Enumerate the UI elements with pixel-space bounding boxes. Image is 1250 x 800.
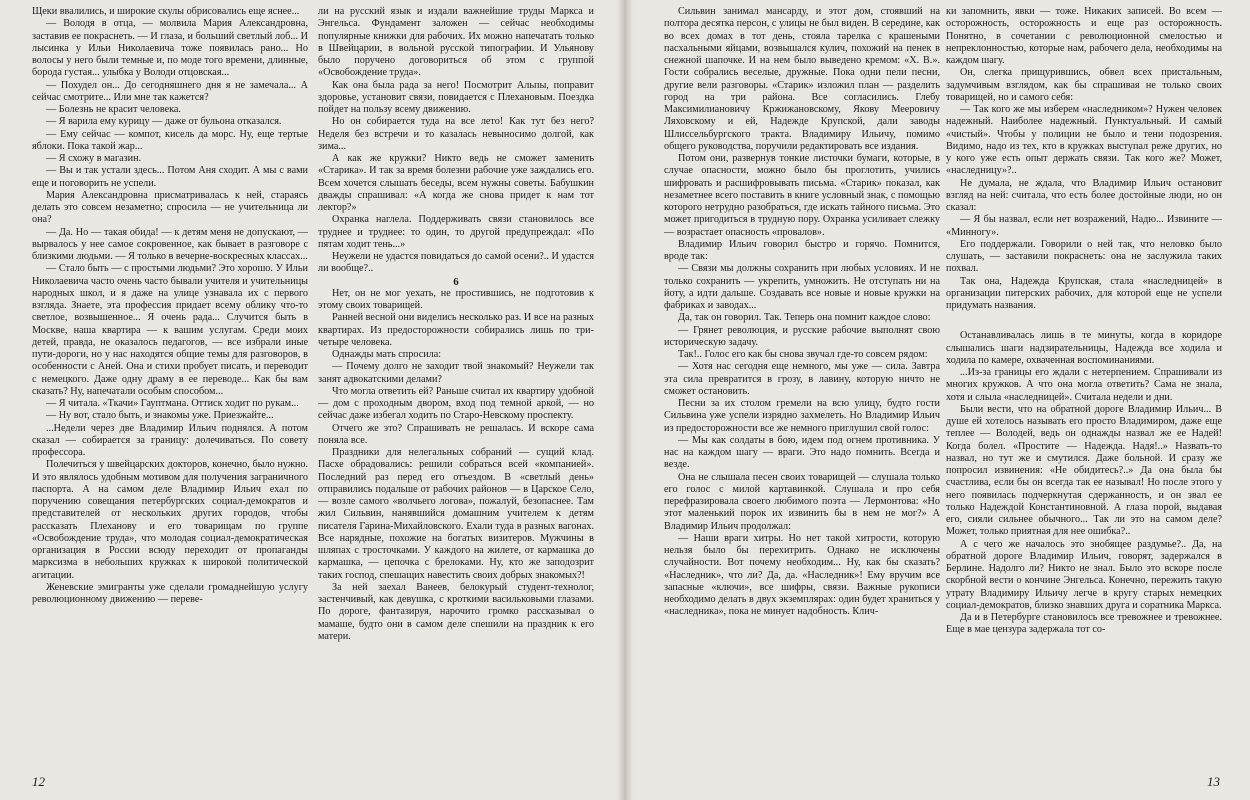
paragraph: А как же кружки? Никто ведь не сможет заменить «Старика». И так за время болезни рабочие уже заждались его. Всем хочется слышать беседы, всем нужны советы. Бабушкин дважды спрашивал: «А когда же снова придет к нам тот лектор?» [318, 153, 594, 213]
paragraph: — Похудел он... До сегодняшнего дня я не замечала... А сейчас смотрите... Или мне так кажется? [32, 79, 308, 103]
paragraph: — Стало быть — с простыми людьми? Это хорошо. У Ильи Николаевича часто очень часто бывали учителя и учительницы народных школ, и я даже на улице узнавала их с первого взгляда. Знаете, эта профессия придает всему облику что-то светлое, возвышенное... Я очень рада... Случится быть в Москве, наша квартира — к вашим услугам. Среди моих детей, правда, не оказалось педагогов, — все избрали иные пути-дороги, но у нас находятся общие темы для разговоров, в особенности с Аней. Она и стихи пробует писать, и переводит с немецкого. Даже одну драму в ее переводе... Как бы вам сказать? Ну, напечатали особым способом... [32, 263, 308, 397]
paragraph: — Почему долго не заходит твой знакомый? Неужели так занят адвокатскими делами? [318, 361, 594, 385]
paragraph: Потом они, развернув тонкие листочки бумаги, которые, в случае опасности, можно было бы проглотить, учились шифровать и расшифровывать письма. «Старик» показал, как незаметнее всего поставить в книге условный знак, с помощью которого нетрудно разобраться, где искать тайного письма. Это может пригодиться в трудную пору. Охранка усиливает слежку — возрастает опасность «провалов». [664, 153, 940, 238]
paragraph: — Болезнь не красит человека. [46, 104, 181, 115]
paragraph: Да и в Петербурге становилось все тревожнее и тревожнее. Еще в мае цензура задержала тот со- [946, 612, 1222, 636]
paragraph: — Мы как солдаты в бою, идем под огнем противника. У нас на каждом шагу — враги. Это надо помнить. Всегда и везде. [664, 434, 940, 471]
paragraph: Полечиться у швейцарских докторов, конечно, было нужно. И это являлось удобным мотивом для получения заграничного паспорта. А на самом деле Владимир Ильич ехал по поручению совещания петербургских социал-демократов и представителей от нескольких других городов, чтобы рассказать Плеханову и его товарищам по группе «Освобождение труда», что молодая социал-демократическая организация в России всюду переходит от пропаганды марксизма в небольших кружках к широкой политической агитации. [32, 459, 308, 581]
paragraph: Мария Александровна присматривалась к ней, стараясь делать это совсем незаметно; спросила — не учительница ли она? [32, 189, 308, 226]
left-page [0, 0, 620, 800]
paragraph: Не думала, не ждала, что Владимир Ильич остановит взгляд на ней: считала, что есть более достойные люди, но он сказал: [946, 177, 1222, 213]
paragraph: — Так кого же мы изберем «наследником»? Нужен человек надежный. Наиболее надежный. Пунктуальный. И самый «чистый». Чтобы у полиции не было и тени подозрения. Видимо, надо из тех, кто в кружках выступал реже других, но у кого уже есть опыт держать связи. Так кого же? Может, «наследницу»?.. [946, 104, 1222, 177]
paragraph: Женевские эмигранты уже сделали громаднейшую услугу революционному движению — переве- [32, 581, 308, 605]
paragraph: Щеки ввалились, и широкие скулы обрисовались еще яснее... [32, 6, 300, 17]
section-break [946, 312, 1222, 330]
paragraph: Песни за их столом гремели на всю улицу, будто гости Сильвина уже успели изрядно захмелеть. Но Владимир Ильич из предосторожности все же немного приглушил свой голос: [664, 398, 940, 434]
paragraph: Сильвин занимал мансарду, и этот дом, стоявший на полтора десятка персон, с улицы не был виден. В середине, как во всех домах в тот день, стояла тарелка с крашеными пасхальными яйцами, возвышался кулич, похожий на пенек в снежной шапочке. И на нем было выведено кремом: «Х. В.». Гости собрались веселые, дружные. Пока одни пели песни, другие вели разговоры. «Старик» изложил план — разделить город на три района. Все согласились. Глебу Максимилиановичу Кржижановскому, Якову Мееровичу Ляховскому и ей, Надежде Крупской, дали заводы Шлиссельбургского тракта. Владимиру Ильичу, помимо общего руководства, поручили редактировать все издания. [664, 6, 940, 152]
paragraph: ли на русский язык и издали важнейшие труды Маркса и Энгельса. Фундамент заложен — сейчас необходимы популярные книжки для рабочих. Их можно напечатать только в Швейцарии, в вольной русской типографии. И Ульянову было поручено договориться об этом с группой «Освобождение труда». [318, 6, 594, 79]
paragraph: ки запомнить, явки — тоже. Никаких записей. Во всем — осторожность, осторожность и еще раз осторожность. Понятно, в сочетании с революционной смелостью и непреклонностью, которые нам, рабочего дела, необходимы на каждом шагу. [946, 6, 1222, 66]
paragraph: Что могла ответить ей? Раньше считал их квартиру удобной — дом с проходным двором, вход под темной аркой, — но сейчас даже избегал ходить по Старо-Невскому проспекту. [318, 385, 594, 422]
paragraph: Она не слышала песен своих товарищей — слушала только его голос с милой картавинкой. Слушала и про себя перефразировала своего любимого поэта — Лермонтова: «Но этот маленький порок их извинить бы в нем не мог?» А Владимир Ильич продолжал: [664, 471, 940, 532]
paragraph: Были вести, что на обратной дороге Владимир Ильич... В душе ей хотелось называть его просто Владимиром, даже еще теплее — Володей, ведь он однажды назвал же ее Надей! Когда болел. «Простите — Надежда. Надя!..» Назвать-то назвал, но тут же и смутился. Даже больной. И сразу же попросил извинения: «Не обидитесь?..» Да она была бы счастлива, если бы он всегда так ее называл! Но после этого у него появилась подчеркнутая сдержанность, и он звал ее только Надеждой Константиновной. А глаза порой, выдавая его, сияли сильнее обычного... Так ли это на самом деле? Может, только приятная для нее ошибка?.. [946, 403, 1222, 538]
paragraph: — Вы и так устали здесь... Потом Аня сходит. А мы с вами еще и поговорить не успели. [32, 165, 308, 189]
paragraph: Так!.. Голос его как бы снова звучал где-то совсем рядом: [678, 349, 928, 360]
paragraph: Охранка наглела. Поддерживать связи становилось все труднее и труднее: то один, то другой предупреждал: «По пятам ходит тень...» [318, 214, 594, 250]
page-number: 13 [1207, 774, 1220, 789]
paragraph: Ранней весной они виделись несколько раз. И все на разных квартирах. Из предосторожности собирались лишь по три-четыре человека. [318, 312, 594, 348]
paragraph: Но он собирается туда на все лето! Как тут без него? Неделя без встречи и то казалась невыносимо долгой, как зима... [318, 116, 594, 152]
chapter-number: 6 [453, 275, 459, 288]
paragraph: Неужели не удастся повидаться до самой осени?.. И удастся ли вообще?.. [318, 251, 594, 275]
paragraph: — Ну вот, стало быть, и знакомы уже. Приезжайте... [46, 410, 274, 422]
paragraph: Останавливалась лишь в те минуты, когда в коридоре слышались шаги надзирательницы, Надежда все ходила и ходила по камере, охваченная воспоминаниями. [946, 330, 1222, 366]
paragraph: — Грянет революция, и русские рабочие выполнят свою историческую задачу. [664, 324, 940, 348]
paragraph: — Я схожу в магазин. [46, 153, 142, 164]
paragraph: За ней заехал Ванеев, белокурый студент-технолог, застенчивый, как девушка, с кроткими васильковыми глазами. По дороге, фантазируя, нарочито громко рассказывал о мамаше, будто они в самом деле спешили на праздник к его матери. [318, 581, 594, 642]
paragraph: Да, так он говорил. Так. Теперь она помнит каждое слово: [678, 312, 931, 324]
paragraph: Однажды мать спросила: [332, 349, 442, 360]
left-page-column-2 [318, 6, 594, 758]
paragraph: Он, слегка прищурившись, обвел всех пристальным, задумчивым взглядом, как бы спрашивая не только своих товарищей, но и самого себя: [946, 67, 1222, 103]
paragraph: ...Недели через две Владимир Ильич поднялся. А потом сказал — собирается за границу: долечиваться. По совету профессора. [32, 422, 308, 458]
paragraph: ...Из-за границы его ждали с нетерпением. Спрашивали из многих кружков. А что она могла ответить? Сама не знала, хотя и слыла «наследницей». Считала недели и дни. [946, 367, 1222, 403]
paragraph: Его поддержали. Говорили о ней так, что неловко было слушать, — заставили покраснеть: она не заслужила таких похвал. [946, 238, 1222, 275]
paragraph: А с чего же началось это знобящее раздумье?.. Да, на обратной дороге Владимир Ильич, говорят, задержался в Берлине. Надолго ли? Никто не знал. Было это вскоре после скорбной вести о кончине Энгельса. Конечно, пережить такую утрату Владимиру Ильичу легче в кругу старых немецких социал-демократов, близко знавших друга и соратника Маркса. [946, 538, 1222, 611]
paragraph: — Володя в отца, — молвила Мария Александровна, заставив ее покраснеть. — И глаза, и больший светлый лоб... И лысинка у Ильи Николаевича тоже появилась рано... Но волосы у него были темные и, по моде того времени, длинные, борода густая... улыбка у Володи отцовская... [32, 18, 308, 79]
paragraph: — Я бы назвал, если нет возражений, Надю... Извините — «Минногу». [946, 214, 1222, 238]
page-number: 12 [32, 774, 45, 789]
paragraph: Как она была рада за него! Посмотрит Альпы, поправит здоровье, установит связи, повидается с Плехановым. Поездка пойдет на пользу всему движению. [318, 79, 594, 115]
right-page-column-2 [946, 6, 1222, 758]
left-page-column-1 [32, 6, 308, 758]
paragraph: — Да. Но — такая обида! — к детям меня не допускают, — вырвалось у нее самое сокровенное, как бывает в разговоре с близкими людьми. — Я только в вечерне-воскресных классах... [32, 226, 308, 262]
paragraph: Праздники для нелегальных собраний — сущий клад. Пасхе обрадовались: решили собраться всей «компанией». Последний раз перед его отъездом. В «светлый день» отправились подальше от рабочих районов — в Царское Село, — возле самого «волчьего логова», пожалуй, безопаснее. Там жил Сильвин, нанявшийся домашним учителем к детям писателя Гарина-Михайловского. Ехали туда в разных вагонах. Все нарядные, похожие на богатых визитеров. Мужчины в шляпах с тросточками. У каждого на жилете, от кармашка до кармашка, — цепочка с брелоками. Ну, кто же заподозрит таких господ, спешащих навестить своих добрых знакомых?! [318, 447, 594, 581]
paragraph: — Я читала. «Ткачи» Гауптмана. Оттиск ходит по рукам... [46, 398, 299, 409]
paragraph: — Наши враги хитры. Но нет такой хитрости, которую нельзя было бы перехитрить. Однако не исключены случайности. Вот почему необходим... Ну, как бы сказать? «Наследник», что ли? Да, да. «Наследник»! Ему вручим все запасные «ключи», все шифры, связи. Важные рукописи необходимо делать в двух экземплярах: один будет храниться у «наследника», пока не минует надобность. Клич- [664, 532, 940, 618]
paragraph: Нет, он не мог уехать, не простившись, не подготовив к этому своих товарищей. [318, 287, 594, 311]
paragraph: Отчего же это? Спрашивать не решалась. И вскоре сама поняла все. [318, 422, 594, 446]
paragraph: — Я варила ему курицу — даже от бульона отказался. [46, 116, 282, 128]
paragraph: Владимир Ильич говорил быстро и горячо. Помнится, вроде так: [664, 238, 940, 262]
paragraph: — Хотя нас сегодня еще немного, мы уже — сила. Завтра эта сила превратится в грозу, в лавину, которую ничто не сможет остановить. [664, 361, 940, 397]
paragraph: — Связи мы должны сохранить при любых условиях. И не только сохранить — укрепить, умножить. Не отступать ни на йоту, а идти дальше. Создавать все новые и новые кружки на фабриках и заводах... [664, 263, 940, 311]
paragraph: Так она, Надежда Крупская, стала «наследницей» в организации питерских рабочих, для которой еще не успели придумать названия. [946, 275, 1222, 311]
right-page [630, 0, 1250, 800]
right-page-column-1 [664, 6, 940, 758]
paragraph: — Ему сейчас — компот, кисель да морс. Ну, еще тертые яблоки. Пока такой жар... [32, 128, 308, 152]
